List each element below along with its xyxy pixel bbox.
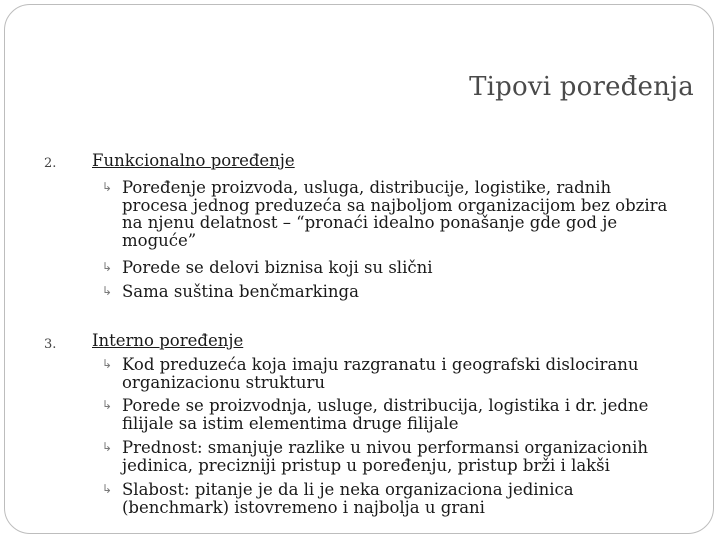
list-item: Sama suština benčmarkinga	[122, 282, 359, 301]
list-item: Prednost: smanjuje razlike u nivou performansi organizacionih jedinica, precizniji pristup u poređenju, pristup brži i lakši	[122, 438, 648, 475]
section-heading: Interno poređenje	[92, 331, 244, 350]
list-item: Porede se proizvodnja, usluge, distribucija, logistika i dr. jedne filijale sa istim elementima druge filijale	[122, 396, 649, 433]
section-number: 3.	[44, 337, 57, 352]
curved-arrow-icon: ↳	[102, 260, 113, 274]
curved-arrow-icon: ↳	[102, 482, 113, 496]
section-heading: Funkcionalno poređenje	[92, 151, 295, 170]
list-item: Porede se delovi biznisa koji su slični	[122, 258, 433, 277]
curved-arrow-icon: ↳	[102, 357, 113, 371]
list-item: Kod preduzeća koja imaju razgranatu i geografski dislociranu organizacionu strukturu	[122, 355, 639, 392]
list-item: Poređenje proizvoda, usluga, distribucije, logistike, radnih procesa jednog preduzeća sa najboljom organizacijom bez obzira na njenu delatnost – “pronaći idealno ponašanje gde god je moguće”	[122, 178, 668, 250]
curved-arrow-icon: ↳	[102, 398, 113, 412]
curved-arrow-icon: ↳	[102, 180, 113, 194]
list-item: Slabost: pitanje je da li je neka organizaciona jedinica (benchmark) istovremeno i najbolja u grani	[122, 480, 574, 517]
slide-title: Tipovi poređenja	[469, 72, 694, 102]
section-number: 2.	[44, 156, 57, 171]
curved-arrow-icon: ↳	[102, 440, 113, 454]
curved-arrow-icon: ↳	[102, 284, 113, 298]
